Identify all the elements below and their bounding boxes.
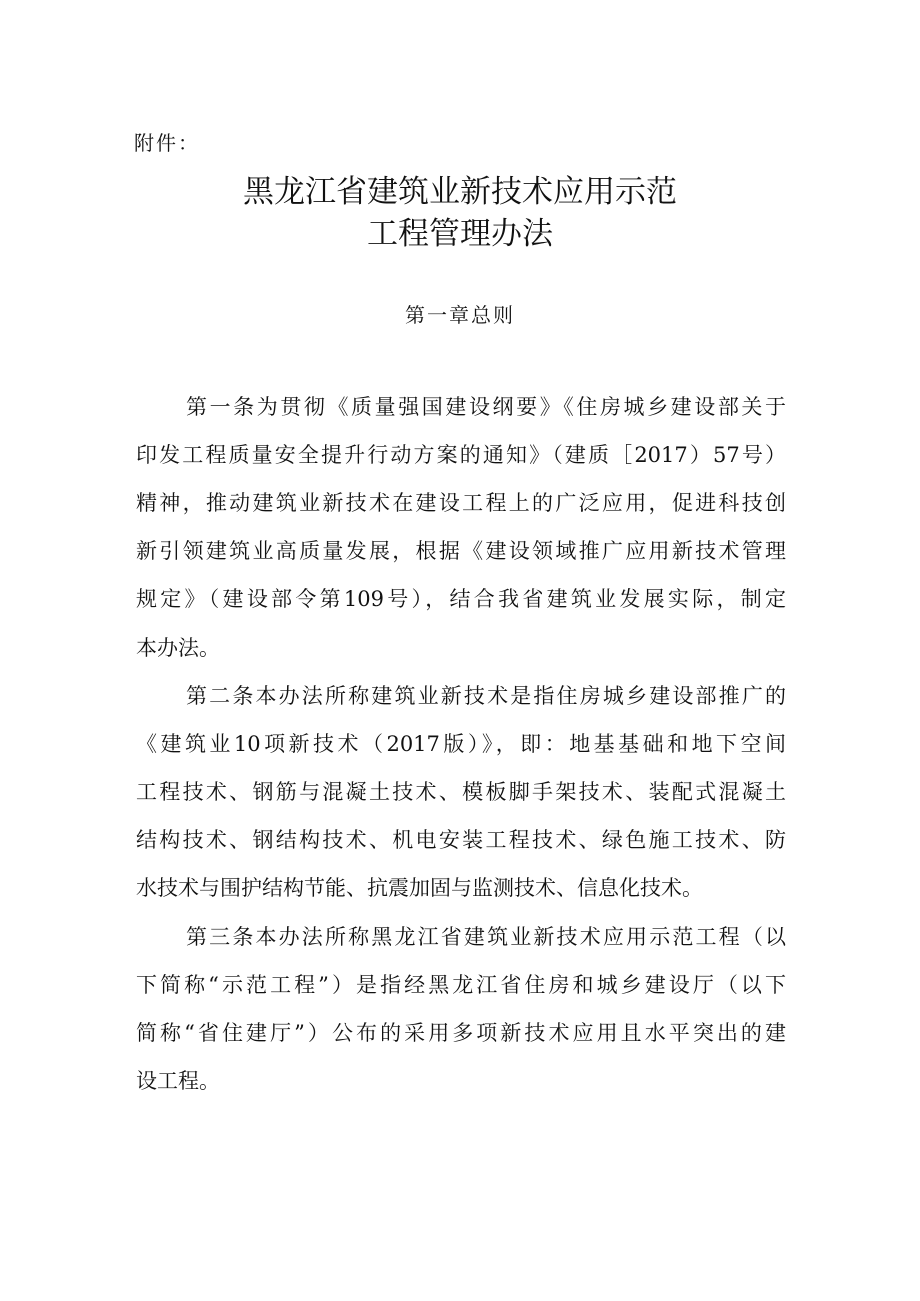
chapter-heading: 第一章总则	[405, 303, 515, 327]
article-1-line-1: 第一条为贯彻《质量强国建设纲要》《住房城乡建设部关于	[186, 395, 786, 419]
article-2-line-1: 第二条本办法所称建筑业新技术是指住房城乡建设部推广的	[186, 684, 786, 708]
article-1-line-5: 规定》（建设部令第109号），结合我省建筑业发展实际，制定	[136, 587, 786, 611]
article-2-line-2: 《建筑业10项新技术（2017版）》，即：地基基础和地下空间	[136, 732, 786, 756]
article-2-line-5: 水技术与围护结构节能、抗震加固与监测技术、信息化技术。	[136, 876, 703, 900]
document-title-line-2: 工程管理办法	[367, 216, 553, 252]
article-2-line-4: 结构技术、钢结构技术、机电安装工程技术、绿色施工技术、防	[136, 828, 786, 852]
article-1-line-4: 新引领建筑业高质量发展，根据《建设领域推广应用新技术管理	[136, 539, 786, 563]
article-1-line-2: 印发工程质量安全提升行动方案的通知》（建质［2017）57号）	[136, 443, 786, 467]
article-3-line-3: 简称“省住建厅”）公布的采用多项新技术应用且水平突出的建	[136, 1021, 786, 1045]
article-1-line-3: 精神，推动建筑业新技术在建设工程上的广泛应用，促进科技创	[136, 491, 786, 515]
article-3-line-2: 下简称“示范工程”）是指经黑龙江省住房和城乡建设厅（以下	[136, 973, 786, 997]
article-2-line-3: 工程技术、钢筋与混凝土技术、模板脚手架技术、装配式混凝土	[136, 780, 786, 804]
attachment-label: 附件：	[134, 131, 200, 155]
article-3-line-1: 第三条本办法所称黑龙江省建筑业新技术应用示范工程（以	[186, 925, 786, 949]
document-title-line-1: 黑龙江省建筑业新技术应用示范	[243, 174, 677, 210]
article-1-line-6: 本办法。	[136, 636, 220, 660]
article-3-line-4: 设工程。	[136, 1069, 220, 1093]
